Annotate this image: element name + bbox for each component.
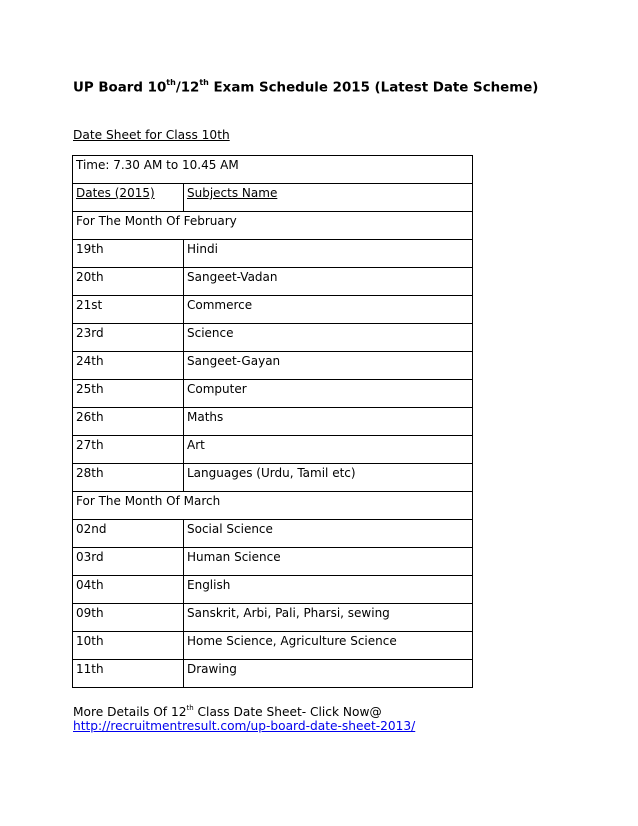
date-cell: 24th <box>73 352 184 380</box>
header-row <box>73 184 473 212</box>
table-row <box>73 576 473 604</box>
table-row <box>73 520 473 548</box>
table-row <box>73 464 473 492</box>
section-heading: Date Sheet for Class 10th <box>73 128 230 142</box>
subject-cell: Science <box>184 324 473 352</box>
time-row <box>73 156 473 184</box>
month-row-february <box>73 212 473 240</box>
date-cell: 28th <box>73 464 184 492</box>
table-row <box>73 352 473 380</box>
date-cell: 09th <box>73 604 184 632</box>
page-title: UP Board 10th/12th Exam Schedule 2015 (Latest Date Scheme) <box>73 78 539 96</box>
date-cell: 27th <box>73 436 184 464</box>
subject-cell: Languages (Urdu, Tamil etc) <box>184 464 473 492</box>
table-row <box>73 604 473 632</box>
subject-cell: Drawing <box>184 660 473 688</box>
date-cell: 03rd <box>73 548 184 576</box>
subject-cell: Commerce <box>184 296 473 324</box>
time-cell: Time: 7.30 AM to 10.45 AM <box>73 156 473 184</box>
date-cell: 11th <box>73 660 184 688</box>
date-cell: 26th <box>73 408 184 436</box>
month-label-march: For The Month Of March <box>73 492 473 520</box>
subject-cell: Sanskrit, Arbi, Pali, Pharsi, sewing <box>184 604 473 632</box>
subject-cell: Art <box>184 436 473 464</box>
table-row <box>73 632 473 660</box>
header-subjects: Subjects Name <box>184 184 473 212</box>
subject-cell: Sangeet-Gayan <box>184 352 473 380</box>
date-cell: 20th <box>73 268 184 296</box>
table-row <box>73 324 473 352</box>
month-label-february: For The Month Of February <box>73 212 473 240</box>
subject-cell: Maths <box>184 408 473 436</box>
subject-cell: Home Science, Agriculture Science <box>184 632 473 660</box>
exam-schedule-table <box>72 155 473 688</box>
table-row <box>73 240 473 268</box>
month-row-march <box>73 492 473 520</box>
subject-cell: Hindi <box>184 240 473 268</box>
date-cell: 19th <box>73 240 184 268</box>
subject-cell: Sangeet-Vadan <box>184 268 473 296</box>
table-row <box>73 268 473 296</box>
table-row <box>73 296 473 324</box>
table-row <box>73 548 473 576</box>
table-row <box>73 436 473 464</box>
date-cell: 25th <box>73 380 184 408</box>
date-cell: 10th <box>73 632 184 660</box>
table-row <box>73 660 473 688</box>
date-sheet-link[interactable]: http://recruitmentresult.com/up-board-date-sheet-2013/ <box>73 719 416 733</box>
header-dates: Dates (2015) <box>73 184 184 212</box>
subject-cell: English <box>184 576 473 604</box>
table-row <box>73 408 473 436</box>
date-cell: 02nd <box>73 520 184 548</box>
date-cell: 23rd <box>73 324 184 352</box>
subject-cell: Social Science <box>184 520 473 548</box>
table-row <box>73 380 473 408</box>
more-details-text: More Details Of 12th Class Date Sheet- Click Now@ <box>73 704 382 720</box>
subject-cell: Computer <box>184 380 473 408</box>
date-cell: 04th <box>73 576 184 604</box>
subject-cell: Human Science <box>184 548 473 576</box>
date-cell: 21st <box>73 296 184 324</box>
